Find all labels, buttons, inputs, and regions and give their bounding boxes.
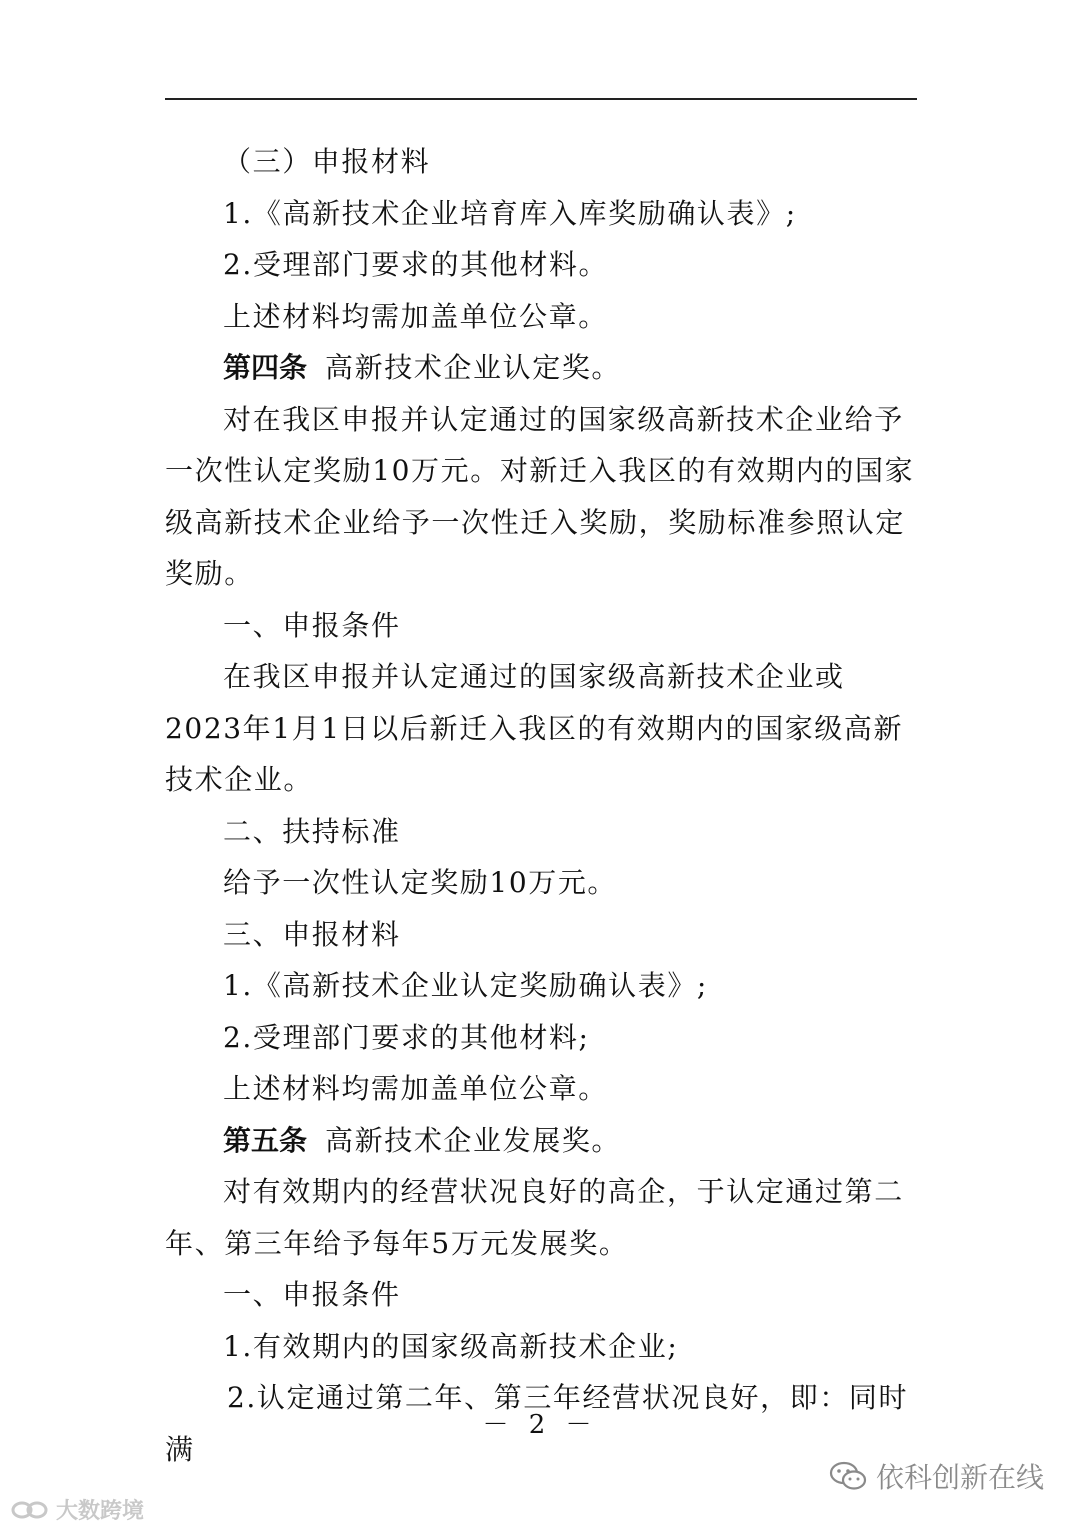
list-item: 2.认定通过第二年、第三年经营状况良好，即：同时满: [165, 1381, 909, 1466]
paragraph: 给予一次性认定奖励10万元。: [223, 866, 618, 899]
paragraph: 在我区申报并认定通过的国家级高新技术企业或2023年1月1日以后新迁入我区的有效期内的国家级高新技术企业。: [165, 660, 904, 796]
article-4-title: 高新技术企业认定奖。: [325, 351, 622, 384]
section-heading: 三、申报材料: [223, 917, 401, 951]
section-heading: 二、扶持标准: [223, 814, 401, 848]
watermark-right-text: 依科创新在线: [875, 1461, 1044, 1494]
article-5-title: 高新技术企业发展奖。: [325, 1123, 622, 1157]
article-4-heading: 第四条: [223, 351, 308, 384]
section-heading: （三）申报材料: [223, 145, 431, 178]
link-logo-icon: [10, 1499, 50, 1521]
article-5-paragraph: 对有效期内的经营状况良好的高企，于认定通过第二年、第三年给予每年5万元发展奖。: [165, 1175, 904, 1260]
article-4-line: [165, 342, 917, 394]
list-item: 1.《高新技术企业培育库入库奖励确认表》;: [223, 196, 797, 230]
document-body: [165, 136, 917, 1475]
section-heading: 一、申报条件: [223, 1278, 401, 1311]
note: 上述材料均需加盖单位公章。: [223, 299, 608, 333]
list-item: 1.有效期内的国家级高新技术企业;: [223, 1329, 679, 1363]
section-heading: 一、申报条件: [223, 608, 401, 642]
article-5-line: [165, 1115, 917, 1167]
header-rule: [165, 98, 917, 100]
note: 上述材料均需加盖单位公章。: [223, 1072, 608, 1105]
list-item: 2.受理部门要求的其他材料;: [223, 1020, 590, 1054]
article-5-heading: 第五条: [223, 1123, 308, 1157]
watermark-right: [828, 1456, 1044, 1496]
wechat-icon: [828, 1459, 868, 1493]
watermark-left-text: 大数跨境: [56, 1499, 145, 1524]
list-item: 1.《高新技术企业认定奖励确认表》;: [223, 969, 708, 1002]
list-item: 2.受理部门要求的其他材料。: [223, 248, 609, 281]
page-number: － 2 －: [482, 1410, 598, 1440]
watermark-left: [10, 1494, 144, 1525]
article-4-paragraph: 对在我区申报并认定通过的国家级高新技术企业给予一次性认定奖励10万元。对新迁入我区的有效期内的国家级高新技术企业给予一次性迁入奖励，奖励标准参照认定奖励。: [165, 402, 915, 590]
